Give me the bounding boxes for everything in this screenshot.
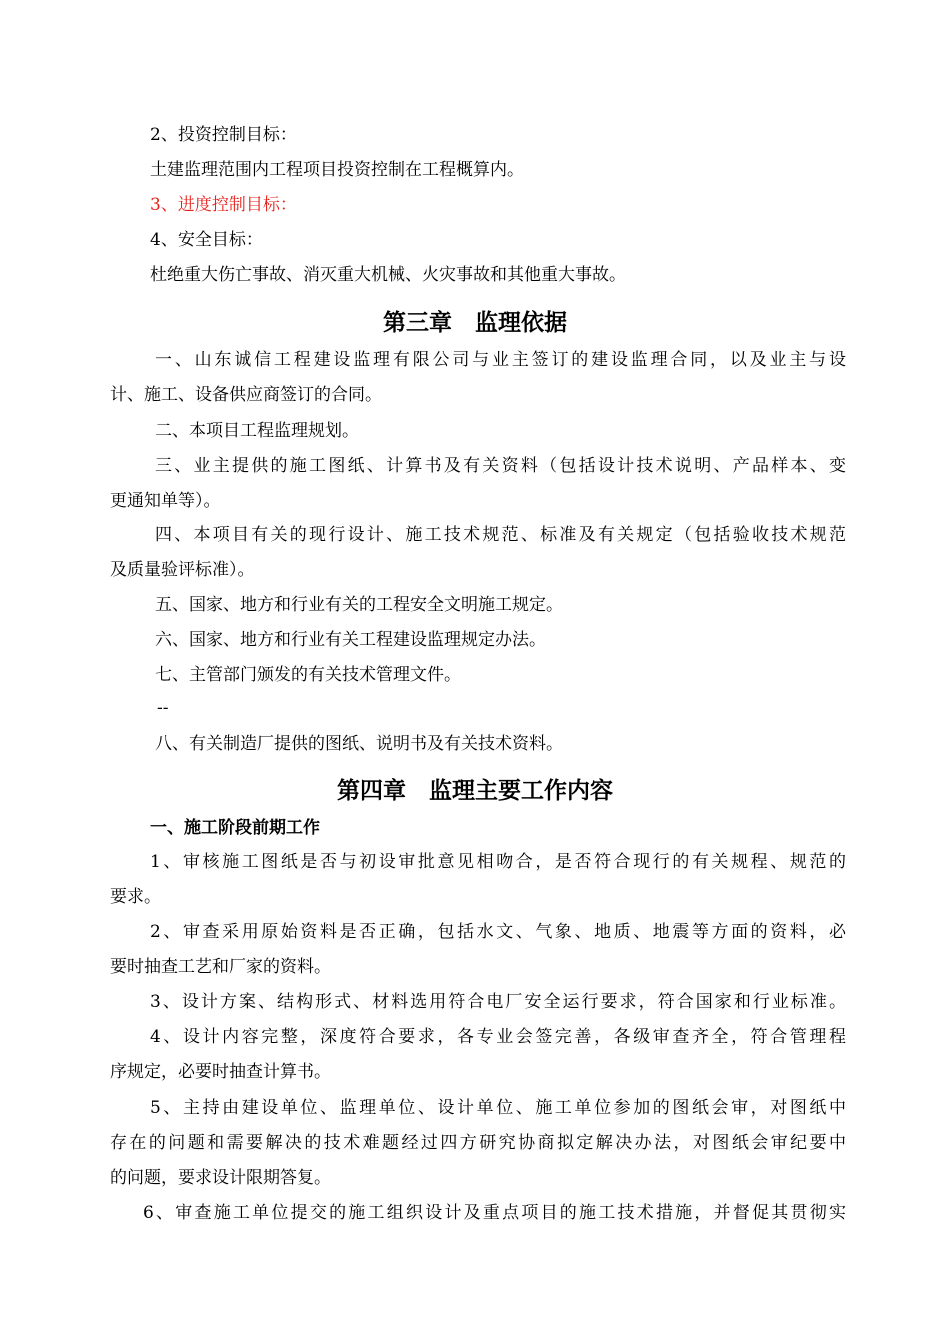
ch4-p4-line2: 序规定，必要时抽查计算书。 (110, 1062, 331, 1082)
ch4-p2-line2: 要时抽查工艺和厂家的资料。 (110, 957, 331, 977)
ch3-item8: 八、有关制造厂提供的图纸、说明书及有关技术资料。 (155, 734, 563, 754)
chapter4-title: 第四章 监理主要工作内容 (337, 778, 613, 804)
ch3-item3-line1: 三、业主提供的施工图纸、计算书及有关资料（包括设计技术说明、产品样本、变 (155, 456, 846, 476)
ch3-item5: 五、国家、地方和行业有关的工程安全文明施工规定。 (155, 595, 563, 615)
investment-heading: 2、投资控制目标： (150, 125, 297, 145)
ch3-item4-line2: 及质量验评标准）。 (110, 560, 255, 580)
ch4-p4-line1: 4、设计内容完整，深度符合要求，各专业会签完善，各级审查齐全，符合管理程 (150, 1027, 846, 1047)
ch4-p6-line1: 6、审查施工单位提交的施工组织设计及重点项目的施工技术措施，并督促其贯彻实 (143, 1203, 846, 1223)
ch4-p2-line1: 2、审查采用原始资料是否正确，包括水文、气象、地质、地震等方面的资料，必 (150, 922, 846, 942)
ch3-item7: 七、主管部门颁发的有关技术管理文件。 (155, 665, 461, 685)
ch4-p5-line2: 存在的问题和需要解决的技术难题经过四方研究协商拟定解决办法，对图纸会审纪要中 (110, 1133, 846, 1153)
separator: -- (157, 698, 169, 718)
ch4-p5-line1: 5、主持由建设单位、监理单位、设计单位、施工单位参加的图纸会审，对图纸中 (150, 1098, 846, 1118)
ch4-p1-line2: 要求。 (110, 887, 161, 907)
safety-text: 杜绝重大伤亡事故、消灭重大机械、火灾事故和其他重大事故。 (150, 265, 626, 285)
ch4-p3: 3、设计方案、结构形式、材料选用符合电厂安全运行要求，符合国家和行业标准。 (150, 992, 846, 1012)
ch4-subheading: 一、施工阶段前期工作 (150, 818, 320, 838)
ch3-item2: 二、本项目工程监理规划。 (155, 421, 359, 441)
schedule-heading: 3、进度控制目标： (150, 195, 297, 215)
safety-heading: 4、安全目标： (150, 230, 263, 250)
ch3-item4-line1: 四、本项目有关的现行设计、施工技术规范、标准及有关规定（包括验收技术规范 (155, 525, 846, 545)
ch3-item1-line1: 一、山东诚信工程建设监理有限公司与业主签订的建设监理合同，以及业主与设 (155, 350, 846, 370)
ch3-item6: 六、国家、地方和行业有关工程建设监理规定办法。 (155, 630, 546, 650)
ch3-item1-line2: 计、施工、设备供应商签订的合同。 (110, 385, 382, 405)
ch3-item3-line2: 更通知单等）。 (110, 491, 221, 511)
ch4-p5-line3: 的问题，要求设计限期答复。 (110, 1168, 331, 1188)
investment-text: 土建监理范围内工程项目投资控制在工程概算内。 (150, 160, 524, 180)
chapter3-title: 第三章 监理依据 (383, 310, 567, 336)
ch4-p1-line1: 1、审核施工图纸是否与初设审批意见相吻合，是否符合现行的有关规程、规范的 (150, 852, 846, 872)
